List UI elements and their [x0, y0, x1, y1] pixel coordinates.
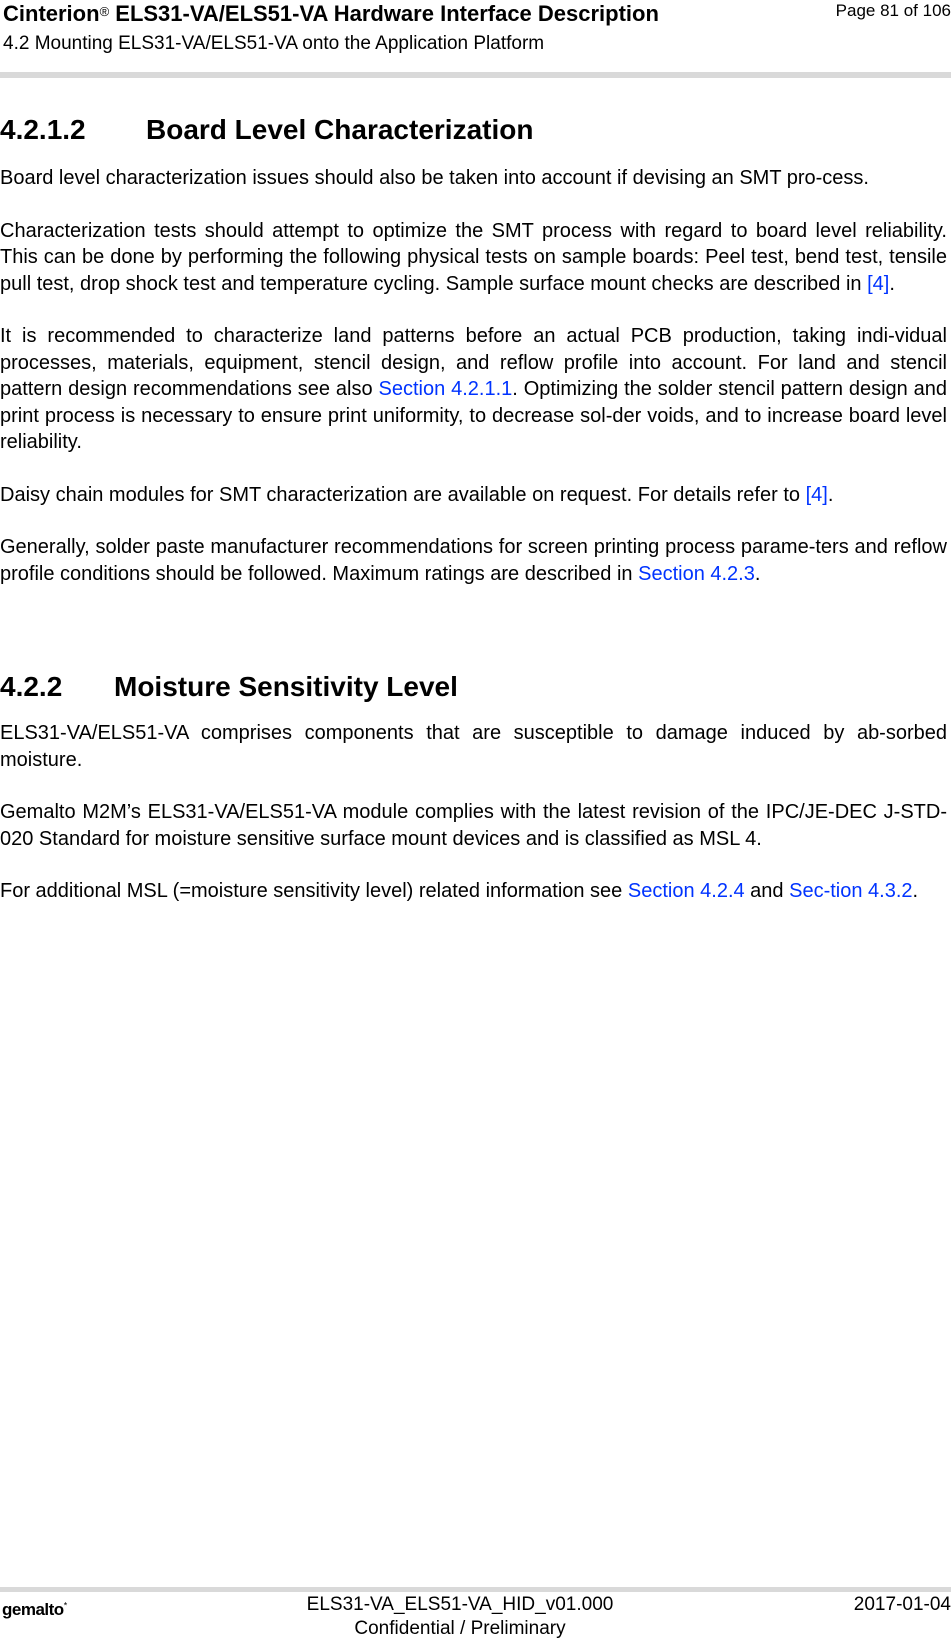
paragraph-text: .	[912, 880, 919, 902]
paragraph-text: . Optimizing the solder stencil pattern design and print process is necessary to ensure print uniformity, to decrease sol-der voids, and to increase board level reliability.	[0, 378, 948, 453]
chapter-subtitle: 4.2 Mounting ELS31-VA/ELS51-VA onto the Application Platform	[3, 33, 545, 54]
page-content	[0, 113, 947, 905]
document-id: ELS31-VA_ELS51-VA_HID_v01.000	[306, 1594, 614, 1615]
section-number: 4.2.1.2	[0, 114, 86, 145]
paragraph-text: Generally, solder paste manufacturer recommendations for screen printing process parame-ters and reflow profile conditions should be followed. Maximum ratings are described in	[0, 536, 947, 585]
paragraph-text: .	[827, 483, 834, 506]
paragraph: ELS31-VA/ELS51-VA comprises components that are susceptible to damage induced by ab-sorbed moisture.	[0, 722, 947, 771]
section-link[interactable]: Section 4.2.3	[638, 562, 755, 585]
paragraph-text: .	[889, 272, 895, 295]
section-title: Moisture Sensitivity Level	[114, 671, 458, 702]
header-divider	[0, 72, 951, 78]
title-text: ELS31-VA/ELS51-VA Hardware Interface Description	[109, 1, 659, 26]
section-title: Board Level Characterization	[146, 114, 534, 145]
section-link[interactable]: Section 4.2.1.1	[378, 378, 513, 400]
document-date: 2017-01-04	[853, 1594, 951, 1615]
registered-mark: ®	[99, 4, 110, 19]
paragraph	[0, 482, 947, 509]
paragraph-text: and	[744, 880, 790, 902]
page-number: Page 81 of 106	[835, 1, 951, 20]
footer-document-info	[290, 1593, 630, 1641]
footer-divider	[0, 1587, 951, 1592]
paragraph-text: Characterization tests should attempt to optimize the SMT process with regard to board level reliability. This can be done by performing the following physical tests on sample boards: Peel test, bend test, tensile pull test, drop shock test and temperature cycling. Sample surface mount checks are described in	[0, 219, 947, 295]
logo-text: gemalto	[2, 1600, 64, 1619]
paragraph	[0, 878, 947, 905]
section-link[interactable]: Section 4.2.4	[627, 880, 745, 902]
document-title	[3, 1, 659, 27]
section-heading-4-2-2	[0, 670, 947, 704]
reference-link[interactable]: [4]	[805, 483, 828, 506]
paragraph-text: It is recommended to characterize land patterns before an actual PCB production, taking indi-vidual processes, materials, equipment, stencil design, and reflow profile into account. For land and stencil pattern design recommendations see also	[0, 325, 947, 400]
paragraph: Gemalto M2M’s ELS31-VA/ELS51-VA module complies with the latest revision of the IPC/JE-DEC J-STD-020 Standard for moisture sensitive surface mount devices and is classified as MSL 4.	[0, 801, 947, 850]
paragraph	[0, 218, 947, 298]
section-number: 4.2.2	[0, 671, 63, 702]
title-brand: Cinterion	[3, 1, 100, 26]
gemalto-logo	[2, 1600, 67, 1620]
paragraph-text: For additional MSL (=moisture sensitivity level) related information see	[0, 880, 628, 902]
section-link[interactable]: Sec-tion 4.3.2	[789, 880, 913, 902]
paragraph: Board level characterization issues should also be taken into account if devising an SMT pro-cess.	[0, 167, 869, 189]
paragraph	[0, 323, 947, 456]
section-heading-4-2-1-2	[0, 113, 947, 147]
paragraph	[0, 534, 947, 587]
paragraph-text: Daisy chain modules for SMT characterization are available on request. For details refer to	[0, 483, 806, 506]
reference-link[interactable]: [4]	[867, 272, 890, 295]
logo-mark: *	[63, 1600, 67, 1611]
paragraph-text: .	[754, 562, 761, 585]
confidentiality-label: Confidential / Preliminary	[354, 1618, 566, 1639]
